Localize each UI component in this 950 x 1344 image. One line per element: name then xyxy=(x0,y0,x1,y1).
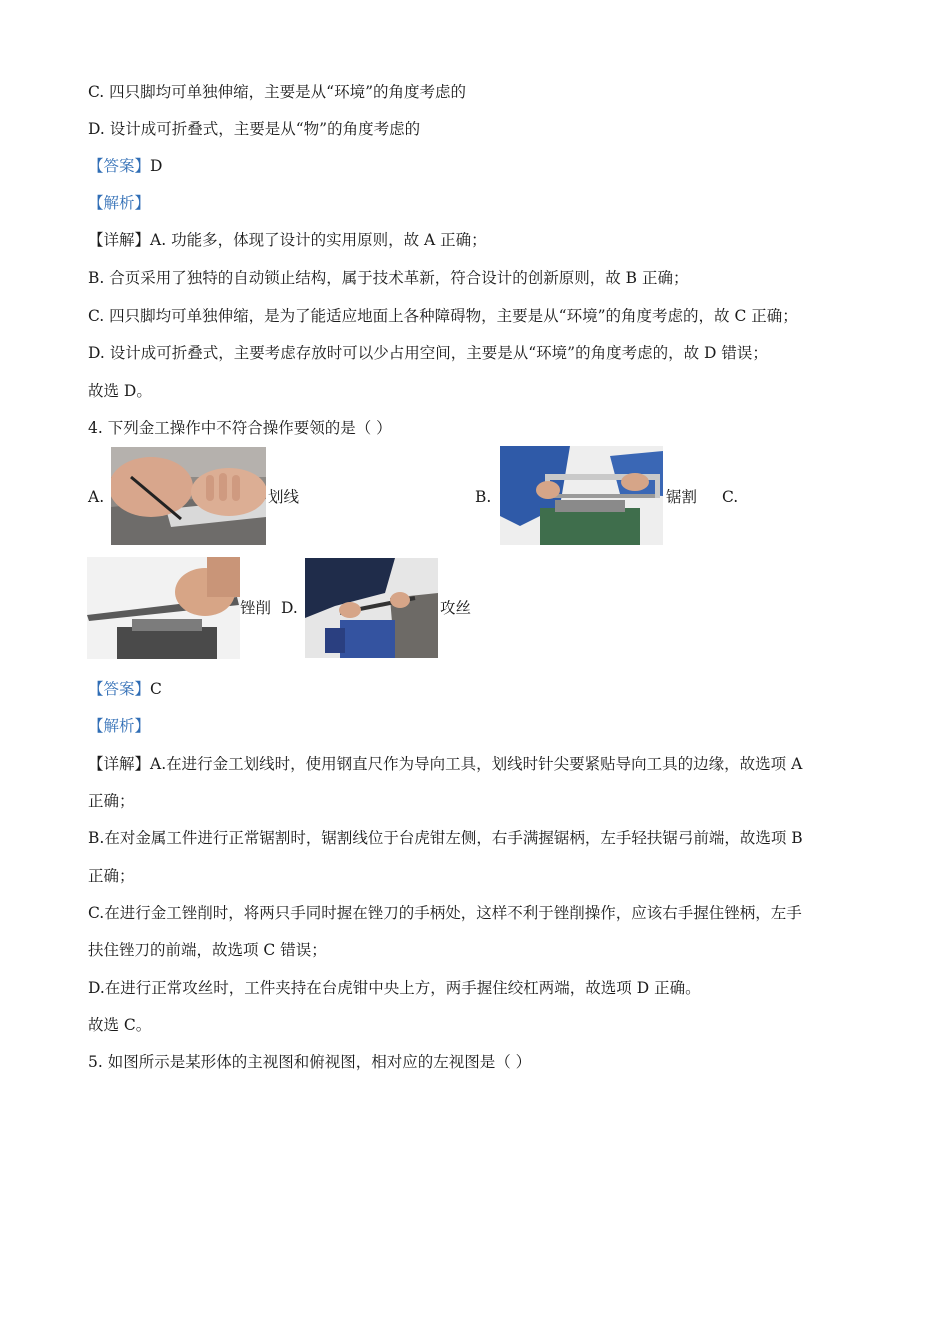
detail-d-line: D.在进行正常攻丝时，工件夹持在台虎钳中央上方，两手握住绞杠两端，故选项 D 正确。 xyxy=(88,979,701,997)
option-c-caption: 锉削 xyxy=(240,599,272,617)
answer-value-q4: C xyxy=(150,680,162,698)
detail-a-text: A. 功能多，体现了设计的实用原则，故 A 正确； xyxy=(150,231,487,249)
analysis-tag-q4: 【解析】 xyxy=(88,717,151,735)
marking-out-photo xyxy=(111,447,266,545)
answer-tag: 【答案】 xyxy=(88,157,151,175)
option-d-caption: 攻丝 xyxy=(440,599,472,617)
tapping-photo xyxy=(305,558,438,658)
detail-c-line1: C.在进行金工锉削时，将两只手同时握在锉刀的手柄处，这样不利于锉削操作，应该右手握住锉柄，左手 xyxy=(88,904,802,922)
filing-illustration xyxy=(87,557,240,659)
marking-out-illustration xyxy=(111,447,266,545)
option-b-letter: B. xyxy=(475,488,492,506)
conclusion-text: 故选 D。 xyxy=(88,382,152,400)
option-a-caption: 划线 xyxy=(268,488,300,506)
detail-a-text-q4: A.在进行金工划线时，使用钢直尺作为导向工具，划线时针尖要紧贴导向工具的边缘，故选项 A xyxy=(150,755,803,773)
option-c-text: C. 四只脚均可单独伸缩，主要是从“环境”的角度考虑的 xyxy=(88,83,467,101)
sawing-illustration xyxy=(500,446,663,545)
option-b-caption: 锯割 xyxy=(666,488,698,506)
detail-b-text: B. 合页采用了独特的自动锁止结构，属于技术革新，符合设计的创新原则，故 B 正确； xyxy=(88,269,689,287)
filing-photo xyxy=(87,557,240,659)
option-d-text: D. 设计成可折叠式，主要是从“物”的角度考虑的 xyxy=(88,120,421,138)
answer-value: D xyxy=(150,157,163,175)
conclusion-text-q4: 故选 C。 xyxy=(88,1016,152,1034)
option-d-letter: D. xyxy=(281,599,298,617)
analysis-tag: 【解析】 xyxy=(88,194,151,212)
detail-b-line2: 正确； xyxy=(88,867,135,885)
answer-line xyxy=(88,156,162,176)
detail-a-line2: 正确； xyxy=(88,792,135,810)
detail-c-text: C. 四只脚均可单独伸缩，是为了能适应地面上各种障碍物，主要是从“环境”的角度考虑的，故 C 正确； xyxy=(88,307,798,325)
sawing-photo xyxy=(500,446,663,545)
answer-tag-q4: 【答案】 xyxy=(88,680,151,698)
detail-tag: 【详解】 xyxy=(88,231,151,249)
option-a-letter: A. xyxy=(88,488,105,506)
detail-b-line1: B.在对金属工件进行正常锯割时，锯割线位于台虎钳左侧，右手满握锯柄，左手轻扶锯弓前端，故选项 B xyxy=(88,829,803,847)
question-4-stem: 4. 下列金工操作中不符合操作要领的是（ ） xyxy=(88,419,392,437)
detail-c-line2: 扶住锉刀的前端，故选项 C 错误； xyxy=(88,941,327,959)
answer-line-q4 xyxy=(88,679,162,699)
tapping-illustration xyxy=(305,558,438,658)
detail-tag-q4: 【详解】 xyxy=(88,755,151,773)
question-5-stem: 5. 如图所示是某形体的主视图和俯视图，相对应的左视图是（ ） xyxy=(88,1053,532,1071)
detail-line-a xyxy=(88,230,487,250)
detail-a-line1 xyxy=(88,754,802,774)
detail-d-text: D. 设计成可折叠式，主要考虑存放时可以少占用空间，主要是从“环境”的角度考虑的，故 D 错误； xyxy=(88,344,768,362)
option-c-letter: C. xyxy=(722,488,739,506)
